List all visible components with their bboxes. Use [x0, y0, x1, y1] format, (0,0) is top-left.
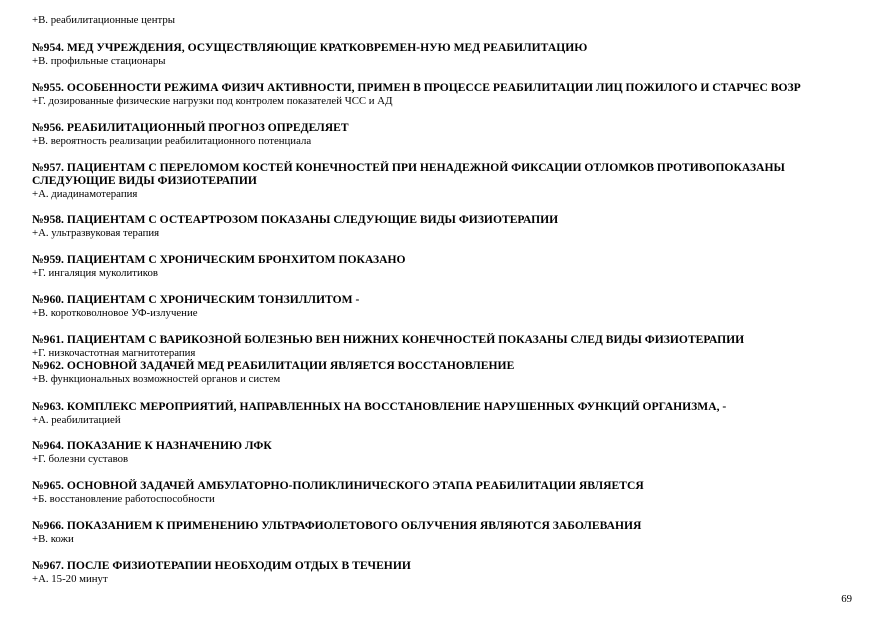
answer-965: +Б. восстановление работоспособности: [32, 493, 215, 505]
question-966: №966. ПОКАЗАНИЕМ К ПРИМЕНЕНИЮ УЛЬТРАФИОЛЕТОВОГО ОБЛУЧЕНИЯ ЯВЛЯЮТСЯ ЗАБОЛЕВАНИЯ: [32, 519, 642, 532]
answer-959: +Г. ингаляция муколитиков: [32, 267, 158, 279]
question-962: №962. ОСНОВНОЙ ЗАДАЧЕЙ МЕД РЕАБИЛИТАЦИИ ЯВЛЯЕТСЯ ВОССТАНОВЛЕНИЕ: [32, 359, 515, 372]
answer-960: +В. коротковолновое УФ-излучение: [32, 307, 198, 319]
question-956: №956. РЕАБИЛИТАЦИОННЫЙ ПРОГНОЗ ОПРЕДЕЛЯЕТ: [32, 121, 349, 134]
question-957: №957. ПАЦИЕНТАМ С ПЕРЕЛОМОМ КОСТЕЙ КОНЕЧНОСТЕЙ ПРИ НЕНАДЕЖНОЙ ФИКСАЦИИ ОТЛОМКОВ ПРОТИВОПОКАЗАНЫ: [32, 161, 785, 174]
question-967: №967. ПОСЛЕ ФИЗИОТЕРАПИИ НЕОБХОДИМ ОТДЫХ В ТЕЧЕНИИ: [32, 559, 411, 572]
answer-962: +В. функциональных возможностей органов и систем: [32, 373, 281, 385]
question-964: №964. ПОКАЗАНИЕ К НАЗНАЧЕНИЮ ЛФК: [32, 439, 272, 452]
question-961: №961. ПАЦИЕНТАМ С ВАРИКОЗНОЙ БОЛЕЗНЬЮ ВЕН НИЖНИХ КОНЕЧНОСТЕЙ ПОКАЗАНЫ СЛЕД ВИДЫ ФИЗИОТЕРАПИИ: [32, 333, 745, 346]
answer-957: +А. диадинамотерапия: [32, 188, 138, 200]
answer-967: +А. 15-20 минут: [32, 573, 108, 585]
answer-963: +А. реабилитацией: [32, 414, 121, 426]
question-955: №955. ОСОБЕННОСТИ РЕЖИМА ФИЗИЧ АКТИВНОСТИ, ПРИМЕН В ПРОЦЕССЕ РЕАБИЛИТАЦИИ ЛИЦ ПОЖИЛОГО И СТАРЧЕС ВОЗР: [32, 81, 801, 94]
page-number: 69: [841, 593, 852, 605]
answer-954: +В. профильные стационары: [32, 55, 166, 67]
question-965: №965. ОСНОВНОЙ ЗАДАЧЕЙ АМБУЛАТОРНО-ПОЛИКЛИНИЧЕСКОГО ЭТАПА РЕАБИЛИТАЦИИ ЯВЛЯЕТСЯ: [32, 479, 644, 492]
question-959: №959. ПАЦИЕНТАМ С ХРОНИЧЕСКИМ БРОНХИТОМ ПОКАЗАНО: [32, 253, 406, 266]
answer-958: +А. ультразвуковая терапия: [32, 227, 160, 239]
question-957-continued: СЛЕДУЮЩИЕ ВИДЫ ФИЗИОТЕРАПИИ: [32, 174, 257, 187]
answer-964: +Г. болезни суставов: [32, 453, 129, 465]
question-958: №958. ПАЦИЕНТАМ С ОСТЕАРТРОЗОМ ПОКАЗАНЫ СЛЕДУЮЩИЕ ВИДЫ ФИЗИОТЕРАПИИ: [32, 213, 559, 226]
answer-961: +Г. низкочастотная магнитотерапия: [32, 347, 196, 359]
answer-966: +В. кожи: [32, 533, 74, 545]
question-960: №960. ПАЦИЕНТАМ С ХРОНИЧЕСКИМ ТОНЗИЛЛИТОМ -: [32, 293, 360, 306]
answer-955: +Г. дозированные физические нагрузки под контролем показателей ЧСС и АД: [32, 95, 393, 107]
answer-956: +В. вероятность реализации реабилитационного потенциала: [32, 135, 312, 147]
answer-line: +В. реабилитационные центры: [32, 14, 175, 26]
question-954: №954. МЕД УЧРЕЖДЕНИЯ, ОСУЩЕСТВЛЯЮЩИЕ КРАТКОВРЕМЕН-НУЮ МЕД РЕАБИЛИТАЦИЮ: [32, 41, 588, 54]
question-963: №963. КОМПЛЕКС МЕРОПРИЯТИЙ, НАПРАВЛЕННЫХ НА ВОССТАНОВЛЕНИЕ НАРУШЕННЫХ ФУНКЦИЙ ОРГАНИЗМА, -: [32, 400, 727, 413]
